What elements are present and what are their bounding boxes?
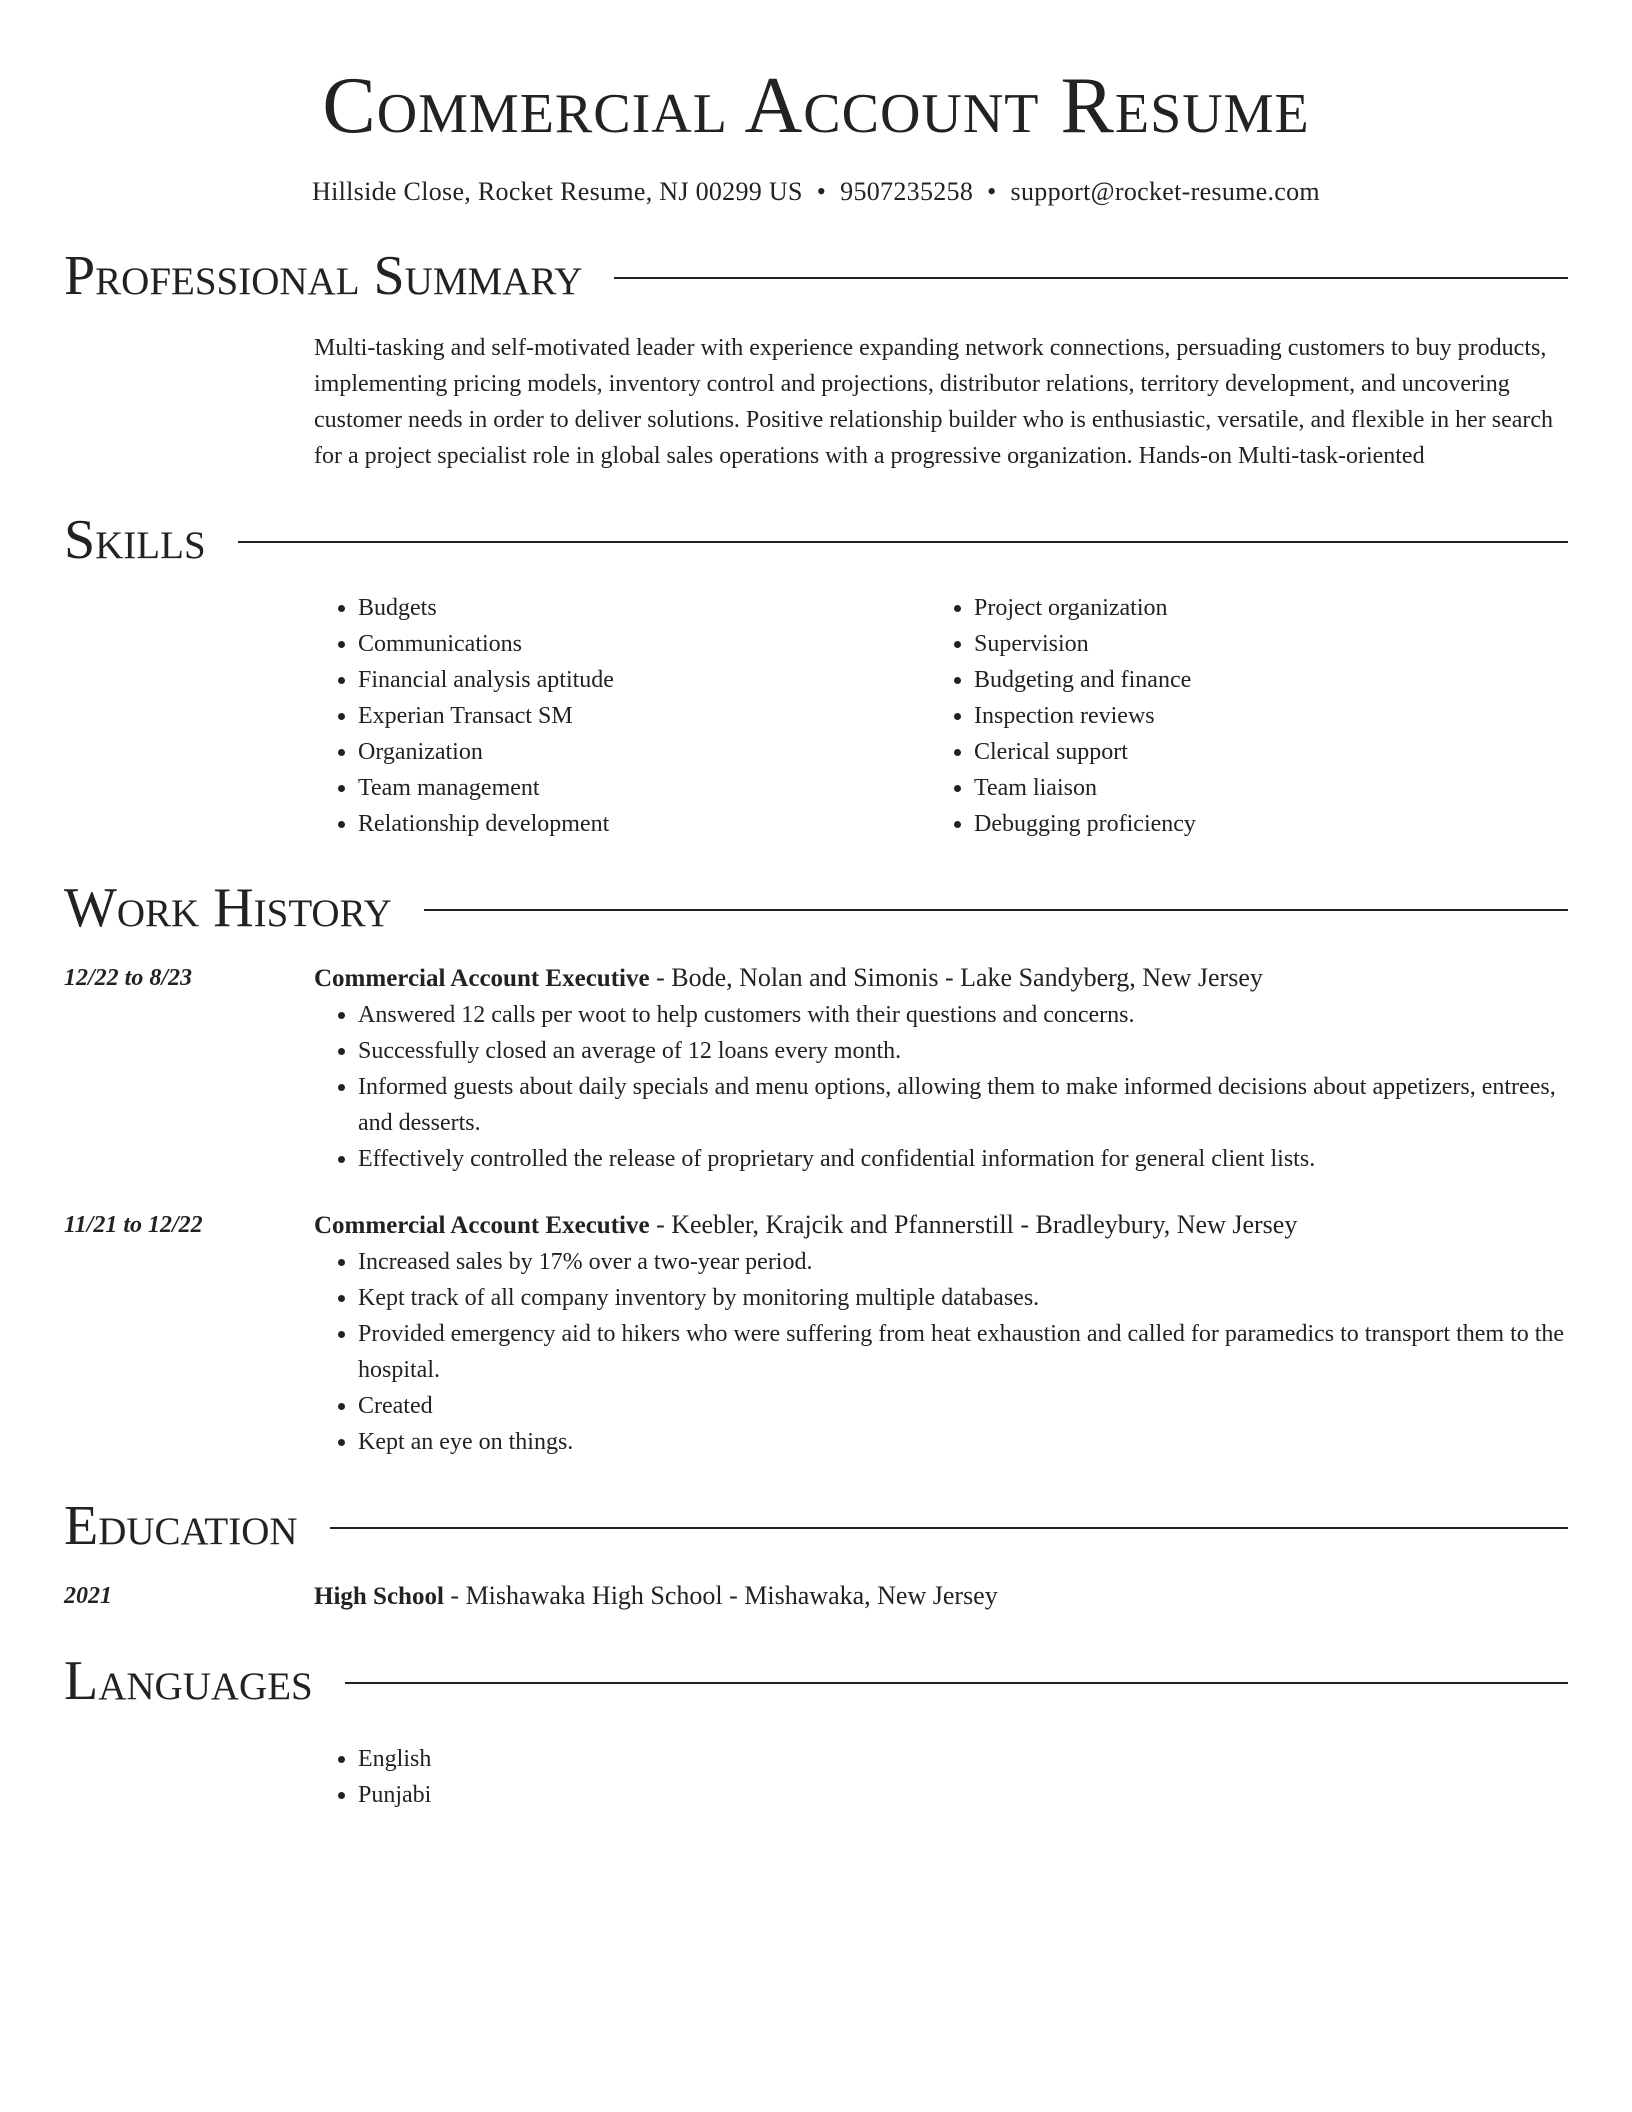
job-bullet: • Effectively controlled the release of proprietary and confidential information for general client lists. [358,1141,1568,1177]
education-entry [64,1578,1568,1615]
job-bullet: • Increased sales by 17% over a two-year period. [358,1244,1568,1280]
education-degree: High School [314,1583,444,1610]
skill-item: • Experian Transact SM [358,698,930,734]
skill-item: • Clerical support [974,734,1546,770]
education-heading [314,1578,1568,1615]
section-divider [330,1527,1568,1529]
education-details: - Mishawaka High School - Mishawaka, New Jersey [443,1581,998,1610]
skill-item: • Supervision [974,626,1546,662]
contact-separator: • [816,177,827,206]
summary-section-header [64,244,1568,308]
summary-text: Multi-tasking and self-motivated leader with experience expanding network connections, persuading customers to buy products, implementing pricing models, inventory control and projections, distributor relations, territory development, and uncovering customer needs in order to deliver solutions. Positive relationship builder who is enthusiastic, versatile, and flexible in her search for a project specialist role in global sales operations with a progressive organization. Hands-on Multi-task-oriented [314,335,1554,469]
skill-item: • Team liaison [974,770,1546,806]
skill-item: • Relationship development [358,806,930,842]
job-bullets [314,1244,1568,1460]
work-entry [64,1207,1568,1460]
job-bullet: • Created [358,1388,1568,1424]
skill-item: • Team management [358,770,930,806]
summary-section-title: Professional Summary [64,245,583,307]
skills-column-left [314,590,930,842]
job-role: Commercial Account Executive [314,1212,650,1239]
language-item: • Punjabi [358,1777,1568,1813]
education-section-header [64,1494,1568,1558]
skills-section-header [64,508,1568,572]
education-section-title: Education [64,1495,298,1557]
job-bullet: • Informed guests about daily specials and menu options, allowing them to make informed decisions about appetizers, entrees, and desserts. [358,1069,1568,1141]
contact-phone: 9507235258 [840,177,974,206]
skill-item: • Organization [358,734,930,770]
work-section-title: Work History [64,877,392,939]
section-divider [424,909,1568,911]
job-bullet: • Provided emergency aid to hikers who were suffering from heat exhaustion and called for paramedics to transport them to the hospital. [358,1316,1568,1388]
contact-separator: • [987,177,997,206]
resume-title: Commercial Account Resume [322,62,1310,150]
languages-section-title: Languages [64,1650,313,1712]
work-section-header [64,876,1568,940]
skill-item: • Debugging proficiency [974,806,1546,842]
job-bullet: • Answered 12 calls per woot to help customers with their questions and concerns. [358,997,1568,1033]
work-heading [314,960,1568,997]
section-divider [238,541,1568,543]
skill-item: • Project organization [974,590,1546,626]
work-entry [64,960,1568,1177]
languages-bullets [314,1741,1568,1813]
skill-item: • Communications [358,626,930,662]
job-role: Commercial Account Executive [314,965,650,992]
contact-email: support@rocket-resume.com [1010,177,1320,206]
skills-list [314,590,1568,842]
language-item: • English [358,1741,1568,1777]
contact-address: Hillside Close, Rocket Resume, NJ 00299 US [312,177,803,206]
languages-section-header [64,1649,1568,1713]
job-bullets [314,997,1568,1177]
work-heading [314,1207,1568,1244]
section-divider [345,1682,1568,1684]
skills-column-right [930,590,1546,842]
job-bullet: • Kept an eye on things. [358,1424,1568,1460]
work-dates: 12/22 to 8/23 [64,965,193,991]
job-employer-details: - Bode, Nolan and Simonis - Lake Sandyberg, New Jersey [649,963,1263,992]
skill-item: • Inspection reviews [974,698,1546,734]
education-year: 2021 [64,1583,112,1609]
work-dates: 11/21 to 12/22 [64,1212,203,1238]
section-divider [614,277,1568,279]
skill-item: • Financial analysis aptitude [358,662,930,698]
work-entry-main [314,960,1568,1177]
job-bullet: • Kept track of all company inventory by monitoring multiple databases. [358,1280,1568,1316]
languages-list [314,1741,1568,1813]
skills-section-title: Skills [64,509,206,571]
skill-item: • Budgeting and finance [974,662,1546,698]
education-entry-main [314,1578,1568,1615]
job-employer-details: - Keebler, Krajcik and Pfannerstill - Bradleybury, New Jersey [649,1210,1298,1239]
work-entry-main [314,1207,1568,1460]
job-bullet: • Successfully closed an average of 12 loans every month. [358,1033,1568,1069]
contact-line [64,174,1568,210]
skill-item: • Budgets [358,590,930,626]
